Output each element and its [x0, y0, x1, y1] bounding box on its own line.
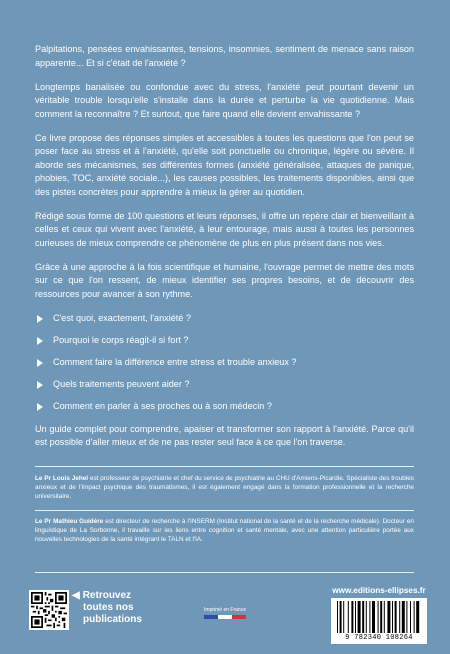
isbn-number: 9 782340 108264 — [345, 634, 413, 642]
qr-caption — [72, 590, 142, 626]
divider — [35, 510, 414, 511]
question-item: Comment faire la différence entre stress et trouble anxieux ? — [35, 356, 414, 369]
qr-caption-line: publications — [83, 614, 142, 625]
paragraph-1: Longtemps banalisée ou confondue avec du stress, l'anxiété peut pourtant devenir un véritable trouble lorsqu'elle s'installe dans la durée et perturbe la vie quotidienne. Mais comment la reconnaître ? Et surtout, que faire quand elle devient envahissante ? — [35, 81, 414, 119]
barcode — [331, 598, 427, 644]
question-item: C'est quoi, exactement, l'anxiété ? — [35, 312, 414, 325]
question-item: Quels traitements peuvent aider ? — [35, 378, 414, 391]
author-bio-2 — [35, 517, 414, 545]
question-item: Pourquoi le corps réagit-il si fort ? — [35, 334, 414, 347]
author-bio-text-2: est directeur de recherche à l'INSERM (Institut national de la santé et de la recherche médicale). Docteur en linguistique de La Sorbonne, il travaille sur les liens entre cognition et santé mentale, avec une attention particulière portée aux nouvelles technologies de la santé intégrant le TALN et l'IA. — [35, 518, 414, 544]
paragraph-4: Grâce à une approche à la fois scientifique et humaine, l'ouvrage permet de mettre des mots sur ce que l'on ressent, de mieux identifier ses propres besoins, et de découvrir des ressources pour avancer à son rythme. — [35, 261, 414, 299]
author-name-1: Le Pr Louis Jehel — [35, 475, 89, 482]
qr-code-icon — [31, 592, 67, 628]
barcode-block — [331, 586, 427, 644]
main-text — [35, 43, 414, 460]
divider — [35, 466, 414, 467]
publisher-website[interactable]: www.editions-ellipses.fr — [332, 586, 426, 595]
paragraph-2: Ce livre propose des réponses simples et accessibles à toutes les questions que l'on peut se poser face au stress et à l'anxiété, qu'elle soit ponctuelle ou chronique, légère ou sévère. Il aborde ses mécanismes, ses différentes formes (anxiété généralisée, attaques de panique, phobies, TOC, anxiété sociale...), les causes possibles, les traitements disponibles, ainsi que des pistes concrètes pour apprendre à mieux la gérer au quotidien. — [35, 132, 414, 197]
author-name-2: Le Pr Mathieu Guidère — [35, 518, 104, 525]
author-bio-text-1: est professeur de psychiatrie et chef du service de psychiatrie au CHU d'Amiens-Picardie. Spécialiste des troubles anxieux et de l'impact psychique des traumatismes, il est également engagé dans la formation professionnelle et la recherche universitaire. — [35, 475, 414, 501]
qr-code[interactable] — [29, 590, 69, 630]
printed-in-france — [204, 607, 246, 619]
divider — [35, 572, 414, 573]
arrow-left-icon: ◀ — [72, 590, 80, 601]
qr-caption-line: Retrouvez — [82, 590, 132, 601]
author-bio-1 — [35, 474, 414, 502]
intro-paragraph: Palpitations, pensées envahissantes, tensions, insomnies, sentiment de menace sans raison apparente... Et si c'était de l'anxiété ? — [35, 44, 414, 68]
barcode-icon — [337, 601, 421, 633]
printed-in-label: Imprimé en France — [204, 607, 246, 613]
conclusion-paragraph: Un guide complet pour comprendre, apaiser et transformer son rapport à l'anxiété. Parce qu'il est possible d'aller mieux et de ne pas rester seul face à ce que l'on traverse. — [35, 423, 414, 447]
question-list — [35, 312, 414, 413]
paragraph-3: Rédigé sous forme de 100 questions et leurs réponses, il offre un repère clair et bienveillant à celles et ceux qui vivent avec l'anxiété, à leur entourage, mais aussi à toutes les personnes curieuses de mieux comprendre ce phénomène de plus en plus présent dans nos vies. — [35, 210, 414, 248]
french-flag-icon — [204, 615, 246, 619]
question-item: Comment en parler à ses proches ou à son médecin ? — [35, 400, 414, 413]
qr-caption-line: toutes nos — [83, 602, 134, 613]
